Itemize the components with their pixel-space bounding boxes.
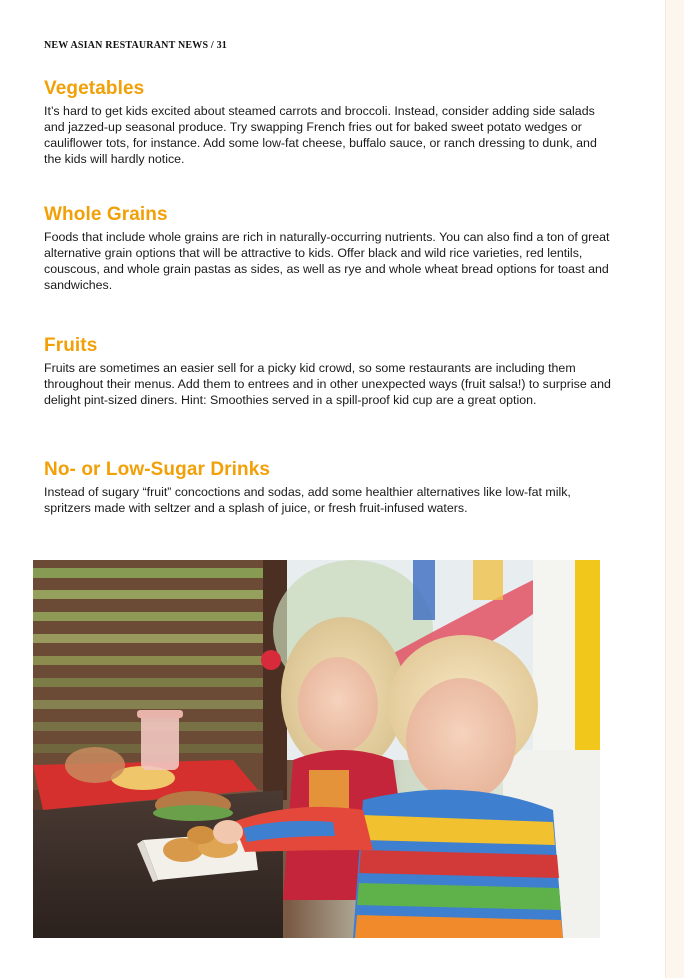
section-heading: No- or Low-Sugar Drinks	[44, 459, 271, 480]
photo-kids-eating	[33, 560, 600, 938]
section-body: Instead of sugary “fruit” concoctions and sodas, add some healthier alternatives like low-fat milk, spritzers made with seltzer and a splash of juice, or fresh fruit-infused waters.	[44, 485, 571, 515]
section-heading: Whole Grains	[44, 204, 168, 225]
page-edge-strip	[665, 0, 684, 978]
section-fruits	[44, 335, 614, 408]
section-heading: Vegetables	[44, 78, 145, 99]
section-body: It’s hard to get kids excited about steamed carrots and broccoli. Instead, consider adding side salads and jazzed-up seasonal produce. Try swapping French fries out for baked sweet potato wedges or cauliflower tots, for instance. Add some low-fat cheese, buffalo sauce, or ranch dressing to dunk, and the kids will hardly notice.	[44, 104, 597, 166]
section-body: Fruits are sometimes an easier sell for a picky kid crowd, so some restaurants are including them throughout their menus. Add them to entrees and in other unexpected ways (fruit salsa!) to surprise and delight pint-sized diners. Hint: Smoothies served in a spill-proof kid cup are a great option.	[44, 361, 611, 407]
section-heading: Fruits	[44, 335, 98, 356]
section-drinks	[44, 459, 614, 516]
section-vegetables	[44, 78, 614, 167]
running-head: NEW ASIAN RESTAURANT NEWS / 31	[44, 40, 227, 51]
section-body: Foods that include whole grains are rich in naturally-occurring nutrients. You can also find a ton of great alternative grain options that will be attractive to kids. Offer black and wild rice varieties, red lentils, couscous, and whole grain pastas as sides, as well as rye and whole wheat bread options for toast and sandwiches.	[44, 230, 610, 292]
section-whole-grains	[44, 204, 614, 293]
